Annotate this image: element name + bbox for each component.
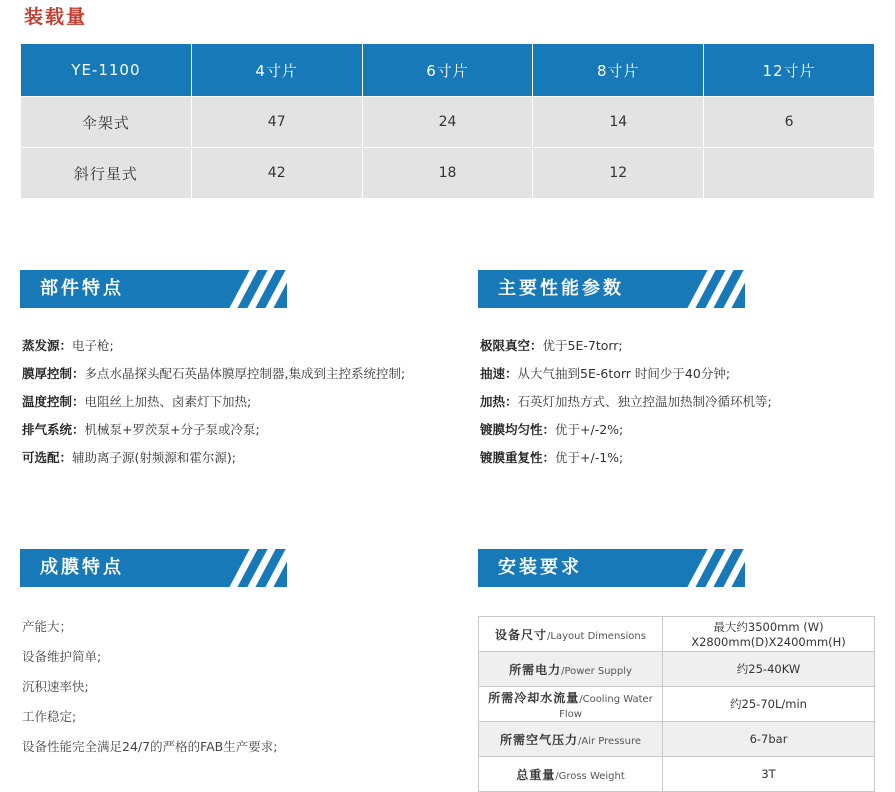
list-item-value: 辅助离子源(射频源和霍尔源); — [72, 450, 236, 465]
table-cell: 14 — [533, 97, 704, 148]
install-requirements-table — [478, 616, 875, 792]
list-item — [480, 332, 880, 360]
list-item-value: 从大气抽到5E-6torr 时间少于40分钟; — [517, 366, 731, 381]
table-cell-key — [479, 617, 663, 652]
table-cell-value: 3T — [663, 757, 875, 792]
table-row — [21, 148, 875, 199]
section-title-film: 成膜特点 — [40, 557, 124, 578]
table-cell: 6 — [704, 97, 875, 148]
section-banner-film — [20, 549, 287, 587]
key-cn: 所需冷却水流量 — [488, 690, 580, 705]
table-cell-value: 最大约3500mm (W) X2800mm(D)X2400mm(H) — [663, 617, 875, 652]
list-item-value: 电阻丝上加热、卤素灯下加热; — [84, 394, 252, 409]
table-header-row — [21, 44, 875, 97]
section-title-install: 安装要求 — [498, 557, 582, 578]
table-cell-key — [479, 687, 663, 722]
table-cell-key — [479, 757, 663, 792]
list-item-label: 加热： — [480, 394, 518, 409]
table-cell-key — [479, 722, 663, 757]
banner-slashes-icon — [673, 549, 745, 587]
list-item — [480, 388, 880, 416]
section-title-parts: 部件特点 — [40, 278, 124, 299]
key-cn: 所需空气压力 — [500, 732, 579, 747]
page-title: 装载量 — [24, 6, 88, 28]
parts-feature-list — [22, 332, 452, 472]
table-row — [479, 617, 875, 652]
table-header-cell: 12寸片 — [704, 44, 875, 97]
list-item-label: 抽速： — [480, 366, 518, 381]
table-cell: 47 — [191, 97, 362, 148]
key-en: /Power Supply — [561, 665, 632, 677]
list-item-value: 机械泵+罗茨泵+分子泵或冷泵; — [84, 422, 260, 437]
table-cell-value: 6-7bar — [663, 722, 875, 757]
section-title-performance: 主要性能参数 — [498, 278, 624, 299]
list-item-label: 镀膜均匀性： — [480, 422, 556, 437]
banner-slashes-icon — [215, 549, 287, 587]
table-cell-value: 约25-40KW — [663, 652, 875, 687]
list-item — [22, 388, 452, 416]
key-cn: 总重量 — [516, 767, 556, 782]
section-banner-parts — [20, 270, 287, 308]
section-banner-install — [478, 549, 745, 587]
film-feature-list — [22, 612, 452, 762]
list-item: 产能大； — [22, 619, 73, 634]
table-header-cell: 8寸片 — [533, 44, 704, 97]
performance-feature-list — [480, 332, 880, 472]
list-item-value: 优于+/-2%; — [555, 422, 624, 437]
capacity-table — [20, 43, 875, 199]
table-cell-name: 伞架式 — [21, 97, 192, 148]
list-item — [22, 444, 452, 472]
list-item — [480, 416, 880, 444]
table-header-cell: 6寸片 — [362, 44, 533, 97]
list-item — [480, 444, 880, 472]
key-en: /Air Pressure — [578, 735, 641, 747]
table-cell-key — [479, 652, 663, 687]
table-cell-name: 斜行星式 — [21, 148, 192, 199]
key-cn: 所需电力 — [509, 662, 562, 677]
table-cell-value: 约25-70L/min — [663, 687, 875, 722]
table-header-cell: 4寸片 — [191, 44, 362, 97]
list-item-value: 优于+/-1%; — [555, 450, 624, 465]
table-row — [21, 97, 875, 148]
section-banner-performance — [478, 270, 745, 308]
list-item-value: 石英灯加热方式、独立控温加热制冷循环机等; — [517, 394, 772, 409]
list-item: 沉积速率快; — [22, 679, 89, 694]
list-item-value: 多点水晶探头配石英晶体膜厚控制器,集成到主控系统控制; — [84, 366, 406, 381]
key-en: /Cooling Water Flow — [559, 693, 653, 720]
list-item — [22, 416, 452, 444]
table-cell: 24 — [362, 97, 533, 148]
table-cell: 42 — [191, 148, 362, 199]
list-item-label: 极限真空： — [480, 338, 543, 353]
table-cell: 12 — [533, 148, 704, 199]
table-row — [479, 652, 875, 687]
list-item: 设备维护简单; — [22, 649, 102, 664]
list-item-label: 镀膜重复性： — [480, 450, 556, 465]
list-item: 工作稳定; — [22, 709, 77, 724]
list-item-value: 电子枪; — [72, 338, 114, 353]
table-header-cell: YE-1100 — [21, 44, 192, 97]
list-item — [480, 360, 880, 388]
table-row — [479, 687, 875, 722]
list-item-label: 温度控制： — [22, 394, 85, 409]
key-en: /Gross Weight — [555, 770, 625, 782]
table-cell — [704, 148, 875, 199]
list-item-label: 排气系统： — [22, 422, 85, 437]
list-item — [22, 360, 452, 388]
list-item-value: 优于5E-7torr; — [542, 338, 623, 353]
table-row — [479, 757, 875, 792]
key-en: /Layout Dimensions — [547, 630, 646, 642]
list-item-label: 蒸发源： — [22, 338, 73, 353]
list-item: 设备性能完全满足24/7的严格的FAB生产要求; — [22, 739, 278, 754]
list-item — [22, 332, 452, 360]
list-item-label: 膜厚控制： — [22, 366, 85, 381]
banner-slashes-icon — [215, 270, 287, 308]
table-row — [479, 722, 875, 757]
list-item-label: 可选配： — [22, 450, 73, 465]
table-cell: 18 — [362, 148, 533, 199]
key-cn: 设备尺寸 — [495, 627, 548, 642]
banner-slashes-icon — [673, 270, 745, 308]
